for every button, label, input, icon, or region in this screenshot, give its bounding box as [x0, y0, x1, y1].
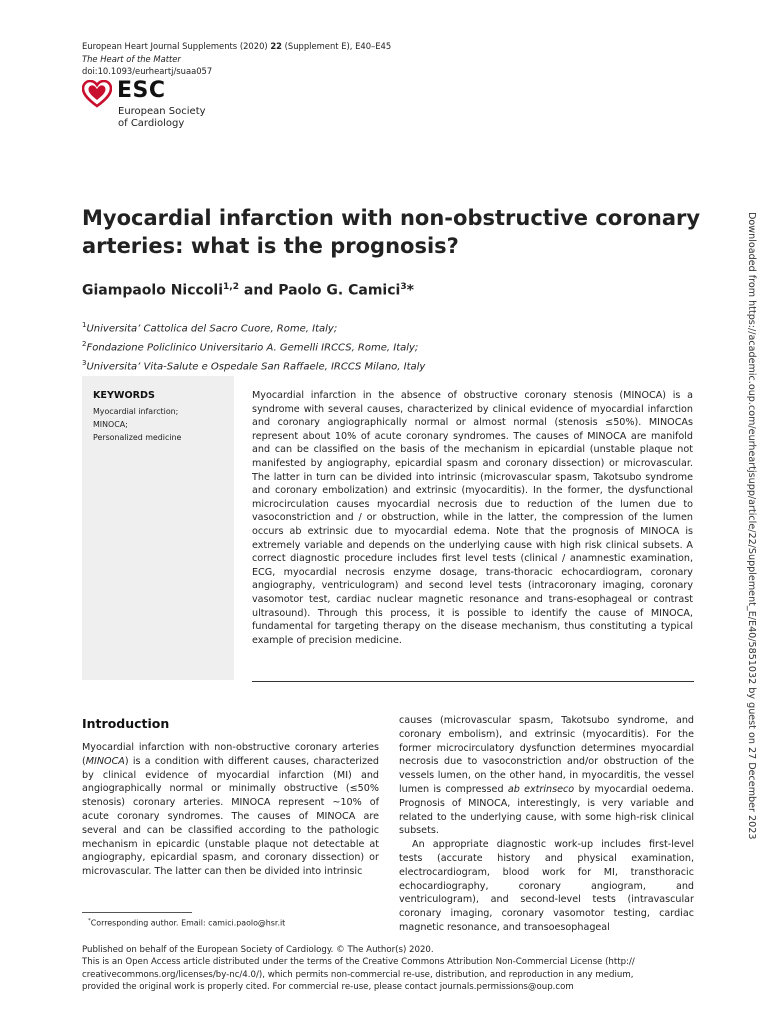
logo-line-1: European Society: [118, 106, 206, 117]
footnote-divider: [82, 912, 192, 913]
body-column-right: [399, 714, 694, 935]
citation-suffix: (Supplement E), E40–E45: [281, 41, 392, 51]
keyword-item: Personalized medicine: [93, 433, 182, 442]
affiliation-item: [82, 356, 425, 375]
body-emphasis: ab extrinseco: [507, 783, 575, 795]
intro-text: Myocardial infarction with non-obstructive coronary arteries (: [82, 742, 379, 767]
affiliation-text: Fondazione Policlinico Universitario A. Gemelli IRCCS, Rome, Italy;: [86, 342, 419, 354]
author-name: Paolo G. Camici: [278, 282, 401, 299]
citation-prefix: European Heart Journal Supplements (2020): [82, 41, 271, 51]
article-title: [82, 204, 702, 260]
corresponding-mark: *: [406, 282, 414, 299]
title-line-2: arteries: what is the prognosis?: [82, 234, 459, 258]
download-watermark: Downloaded from https://academic.oup.com/eurheartjsupp/article/22/Supplement_E/E40/5851032 by guest on 27 December 2023: [746, 212, 757, 840]
author-affiliation-sup: 1,2: [223, 282, 239, 292]
license-line: creativecommons.org/licenses/by-nc/4.0/), which permits non-commercial re-use, distribution, and reproduction in any medium,: [82, 969, 634, 980]
journal-info: [82, 40, 391, 78]
author-conjunction: and: [239, 282, 279, 299]
keywords-box: [82, 376, 234, 680]
logo-line-2: of Cardiology: [118, 117, 185, 129]
license-line: provided the original work is properly cited. For commercial re-use, please contact journals.permissions@oup.com: [82, 982, 574, 993]
intro-text: ) is a condition with different causes, characterized by clinical evidence of myocardial infarction (MI) and angiographically normal or minimally obstructive (≤50% stenosis) coronary arteries. MINOCA represent ~10% of acute coronary syndromes. The causes of MINOCA are several and can be classified according to the pathologic mechanism in epicardic (unstable plaque not detectable at angiography, epicardial spasm, and coronary dissection) or microvascular. The latter can then be divided into intrinsic: [82, 755, 379, 878]
journal-doi[interactable]: doi:10.1093/eurheartj/suaa057: [82, 66, 213, 76]
affiliation-number: 3: [82, 358, 87, 367]
author-name: Giampaolo Niccoli: [82, 282, 224, 299]
affiliation-list: [82, 318, 425, 374]
esc-logo: [82, 80, 222, 130]
affiliation-text: Universita’ Vita-Salute e Ospedale San Raffaele, IRCCS Milano, Italy: [86, 360, 426, 372]
abstract-divider: [252, 681, 694, 682]
license-line: Published on behalf of the European Society of Cardiology. © The Author(s) 2020.: [82, 945, 434, 955]
body-text: by myocardial oedema. Prognosis of MINOCA, interestingly, is very variable and related to the underlying cause, with some high-risk clinical subsets.: [399, 783, 694, 837]
heart-icon: [82, 80, 112, 108]
author-list: [82, 282, 414, 299]
intro-emphasis: MINOCA: [85, 755, 125, 767]
affiliation-item: [82, 337, 425, 356]
intro-paragraph: [82, 741, 379, 879]
footnote-mark: *: [88, 918, 91, 924]
affiliation-number: 2: [82, 339, 87, 348]
affiliation-item: [82, 318, 425, 337]
keyword-item: Myocardial infarction;: [93, 407, 179, 416]
logo-society-name: [118, 106, 206, 129]
logo-acronym: ESC: [117, 78, 166, 103]
license-statement: [82, 944, 702, 994]
affiliation-number: 1: [82, 321, 87, 329]
journal-series: The Heart of the Matter: [82, 53, 181, 64]
abstract-text: Myocardial infarction in the absence of obstructive coronary stenosis (MINOCA) is a syndrome with several causes, characterized by clinical evidence of myocardial infarction and coronary angiographically normal or almost normal (stenosis ≤50%). MINOCAs represent about 10% of acute coronary syndromes. The causes of MINOCA are manifold and can be classified on the basis of the mechanism in epicardial (unstable plaque not manifested by angiography, epicardial spasm and coronary dissection) or microvascular. The latter in turn can be divided into intrinsic (microvascular spasm, Takotsubo syndrome and coronary embolization) and extrinsic (myocarditis). In the former, the dysfunctional microcirculation causes myocardial necrosis due to reduction of the lumen due to vasoconstriction and / or obstruction, while in the latter, the compression of the lumen occurs ab extrinsic due to myocardial edema. Note that the prognosis of MINOCA is extremely variable and depends on the underlying cause with high risk clinical subsets. A correct diagnostic procedure includes first level tests (clinical / anamnestic examination, ECG, myocardial necrosis enzyme dosage, trans-thoracic echocardiogram, coronary angiography, ventriculogram) and second level tests (intracoronary imaging, coronary vasomotor test, cardiac nuclear magnetic resonance and trans-esophageal or contrast ultrasound). Through this process, it is possible to identify the cause of MINOCA, fundamental for targeting therapy on the disease mechanism, thus constituting a typical example of precision medicine.: [252, 390, 693, 646]
journal-citation: [82, 40, 391, 53]
author-affiliation-sup: 3: [400, 282, 407, 292]
license-line: This is an Open Access article distributed under the terms of the Creative Commons Attribution Non-Commercial License (http://: [82, 957, 635, 968]
body-paragraph: An appropriate diagnostic work-up includes first-level tests (accurate history and physical examination, electrocardiogram, blood work for MI, transthoracic echocardiography, coronary angiogram, and ventriculogram), and second-level tests (intravascular coronary imaging, coronary vasomotor testing, cardiac magnetic resonance, and transoesophageal: [399, 839, 694, 933]
title-line-1: Myocardial infarction with non-obstructive coronary: [82, 206, 701, 230]
body-text: causes (microvascular spasm, Takotsubo syndrome, and coronary embolism), and extrinsic (myocarditis). For the former microcirculatory dysfunction determines myocardial necrosis due to vasoconstriction and/or obstruction of the vessels lumen, on the other hand, in myocarditis, the vessel lumen is compressed: [399, 715, 694, 795]
keywords-list: [93, 405, 181, 444]
affiliation-text: Universita’ Cattolica del Sacro Cuore, Rome, Italy;: [86, 323, 338, 335]
footnote-text: Corresponding author. Email: camici.paolo@hsr.it: [90, 918, 286, 928]
corresponding-author-footnote: [88, 918, 285, 928]
keyword-item: MINOCA;: [93, 420, 128, 429]
body-paragraph: [399, 714, 694, 838]
journal-volume: 22: [270, 41, 282, 51]
keywords-heading: KEYWORDS: [93, 390, 155, 401]
section-heading-introduction: Introduction: [82, 716, 170, 731]
